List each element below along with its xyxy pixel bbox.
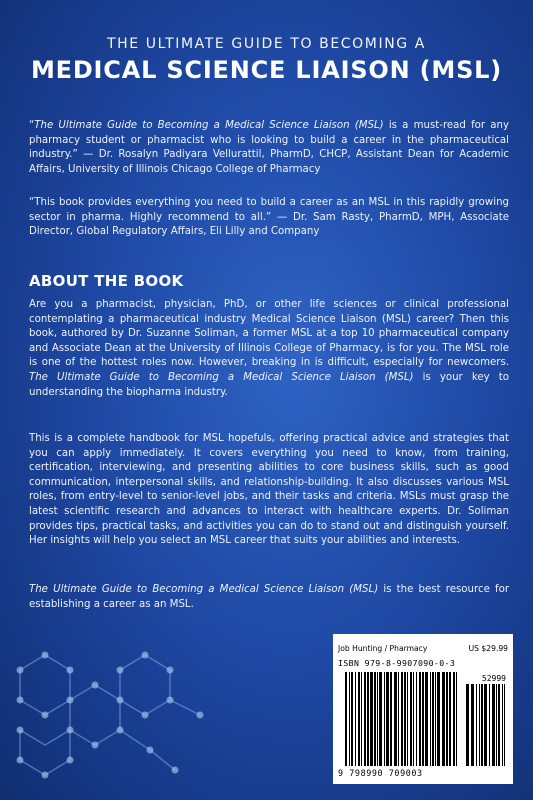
about-p3-text: is the best resource for establishing a career as an MSL.: [29, 584, 510, 610]
barcode-image: [333, 634, 513, 784]
about-paragraph-1: [29, 298, 509, 400]
about-heading: ABOUT THE BOOK: [29, 272, 184, 290]
about-p1-tail: is your key to understanding the biopharma industry.: [29, 371, 509, 398]
endorsement-2: “This book provides everything you need to build a career as an MSL in this rapidly growing sector in pharma. Highly recommend to all.” — Dr. Sam Rasty, PharmD, MPH, Associate Director, Global Regulatory Affairs, Eli Lilly and Company: [29, 197, 509, 238]
endorsement-1-text: is a must-read for any pharmacy student or pharmacist who is looking to build a career in the pharmaceutical industry.” — Dr. Rosalyn Padiyara Vellurattil, PharmD, CHCP, Assistant Dean for Academic Affairs, University of Illinois Chicago College of Pharmacy: [29, 120, 509, 175]
barcode-digits: 9 798990 709003: [338, 768, 423, 778]
about-paragraph-3: [29, 583, 509, 612]
price-label: US $29.99: [468, 644, 508, 653]
price-addon-code: 52999: [481, 674, 506, 683]
about-p1-text: Are you a pharmacist, physician, PhD, or other life sciences or clinical professional contemplating a pharmaceutical industry Medical Science Liaison (MSL) career? Then this book, authored by Dr. Suzanne Soliman, a former MSL at a top 10 pharmaceutical company and Associate Dean at the University of Illinois College of Pharmacy, is for you. The MSL role is one of the hottest roles now. However, breaking in is difficult, especially for newcomers.: [29, 299, 509, 369]
barcode-panel: [333, 634, 513, 784]
about-p1-book-title: The Ultimate Guide to Becoming a Medical Science Liaison (MSL): [29, 371, 414, 383]
molecule-graphic: [0, 620, 230, 800]
about-paragraph-2: This is a complete handbook for MSL hopefuls, offering practical advice and strategies that you can apply immediately. It covers everything you need to know, from training, certification, interviewing, and presenting abilities to core business skills, such as good communication, interpersonal skills, and relationship-building. It also discusses various MSL roles, from entry-level to senior-level jobs, and their tasks and criteria. MSLs must grasp the latest scientific research and advances to interact with healthcare experts. Dr. Soliman provides tips, practical tasks, and activities you can do to stand out and distinguish yourself. Her insights will help you select an MSL career that suits your abilities and interests.: [29, 433, 509, 547]
cover-title: MEDICAL SCIENCE LIAISON (MSL): [30, 56, 503, 84]
cover-kicker: THE ULTIMATE GUIDE TO BECOMING A: [107, 36, 426, 52]
bisac-category: Job Hunting / Pharmacy: [338, 644, 428, 653]
endorsement-1-book-title: The Ultimate Guide to Becoming a Medical Science Liaison (MSL): [34, 120, 384, 131]
open-quote: “: [29, 120, 35, 131]
endorsement-1: [29, 119, 509, 177]
isbn-label: ISBN 979-8-9907090-0-3: [338, 658, 456, 668]
about-p3-book-title: The Ultimate Guide to Becoming a Medical Science Liaison (MSL): [29, 584, 379, 595]
